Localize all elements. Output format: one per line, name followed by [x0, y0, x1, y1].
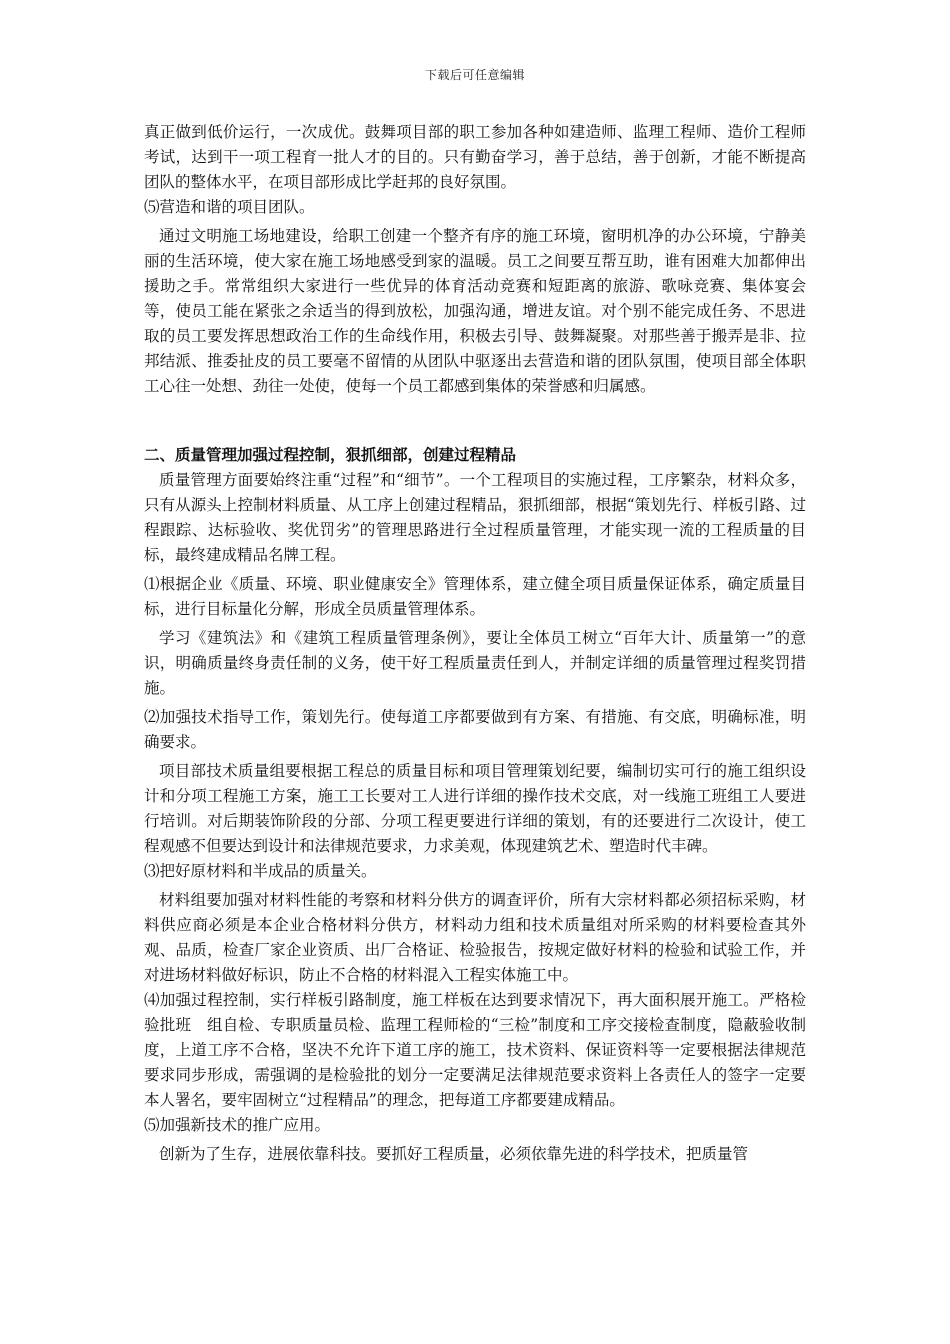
paragraph: 材料组要加强对材料性能的考察和材料分供方的调查评价，所有大宗材料都必须招标采购，材料供应商必须是本企业合格材料分供方，材料动力组和技术质量组对所采购的材料要检查其外观、品质，检查厂家企业资质、出厂合格证、检验报告，按规定做好材料的检验和试验工作，并对进场材料做好标识，防止不合格的材料混入工程实体施工中。 — [144, 891, 806, 984]
document-body — [144, 120, 806, 1167]
page-header: 下载后可任意编辑 — [424, 68, 525, 82]
paragraph: 质量管理方面要始终注重“过程”和“细节”。一个工程项目的实施过程，工序繁杂，材料众多，只有从源头上控制材料质量、从工序上创建过程精品，狠抓细部，根据“策划先行、样板引路、过程跟踪、达标验收、奖优罚劣”的管理思路进行全过程质量管理，才能实现一流的工程质量的目标，最终建成精品名牌工程。 — [144, 471, 806, 564]
paragraph: 真正做到低价运行，一次成优。鼓舞项目部的职工参加各种如建造师、监理工程师、造价工程师考试，达到干一项工程育一批人才的目的。只有勤奋学习，善于总结，善于创新，才能不断提高团队的整体水平，在项目部形成比学赶邦的良好氛围。 — [144, 123, 806, 191]
paragraph: 项目部技术质量组要根据工程总的质量目标和项目管理策划纪要，编制切实可行的施工组织设计和分项工程施工方案，施工工长要对工人进行详细的操作技术交底，对一线施工班组工人要进行培训。对后期装饰阶段的分部、分项工程更要进行详细的策划，有的还要进行二次设计，使工程观感不但要达到设计和法律规范要求，力求美观，体现建筑艺术、塑造时代丰碑。 — [144, 762, 806, 855]
list-item: ⑸加强新技术的推广应用。 — [144, 1116, 331, 1134]
paragraph: 创新为了生存，进展依靠科技。要抓好工程质量，必须依靠先进的科学技术，把质量管 — [159, 1145, 749, 1163]
list-item: ⑷加强过程控制，实行样板引路制度，施工样板在达到要求情况下，再大面积展开施工。严格检验批班 组自检、专职质量员检、监理工程师检的“三检”制度和工序交接检查制度，隐蔽验收制度，上道工序不合格，坚决不允许下道工序的施工，技术资料、保证资料等一定要根据法律规范要求同步形成，需强调的是检验批的划分一定要满足法律规范要求资料上各责任人的签字一定要本人署名，要牢固树立“过程精品”的理念，把每道工序都要建成精品。 — [144, 991, 806, 1109]
list-item: ⑸营造和谐的项目团队。 — [144, 198, 315, 216]
list-item: ⑴根据企业《质量、环境、职业健康安全》管理体系，建立健全项目质量保证体系，确定质量目标，进行目标量化分解，形成全员质量管理体系。 — [144, 575, 806, 618]
list-item: ⑵加强技术指导工作，策划先行。使每道工序都要做到有方案、有措施、有交底，明确标准，明确要求。 — [144, 708, 806, 751]
paragraph: 学习《建筑法》和《建筑工程质量管理条例》，要让全体员工树立“百年大计、质量第一”的意识，明确质量终身责任制的义务，使干好工程质量责任到人，并制定详细的质量管理过程奖罚措施。 — [144, 629, 806, 697]
list-item: ⑶把好原材料和半成品的质量关。 — [144, 862, 377, 880]
section-heading: 二、质量管理加强过程控制，狠抓细部，创建过程精品 — [144, 446, 517, 464]
paragraph: 通过文明施工场地建设，给职工创建一个整齐有序的施工环境，窗明机净的办公环境，宁静美丽的生活环境，使大家在施工场地感受到家的温暖。员工之间要互帮互助，谁有困难大加都伸出援助之手。常常组织大家进行一些优异的体育活动竞赛和短距离的旅游、歌咏竞赛、集体宴会等，使员工能在紧张之余适当的得到放松，加强沟通，增进友谊。对个别不能完成任务、不思进取的员工要发挥思想政治工作的生命线作用，积极去引导、鼓舞凝聚。对那些善于搬弄是非、拉邦结派、推委扯皮的员工要毫不留情的从团队中驱逐出去营造和谐的团队氛围，使项目部全体职工心往一处想、劲往一处使，使每一个员工都感到集体的荣誉感和归属感。 — [144, 227, 806, 395]
